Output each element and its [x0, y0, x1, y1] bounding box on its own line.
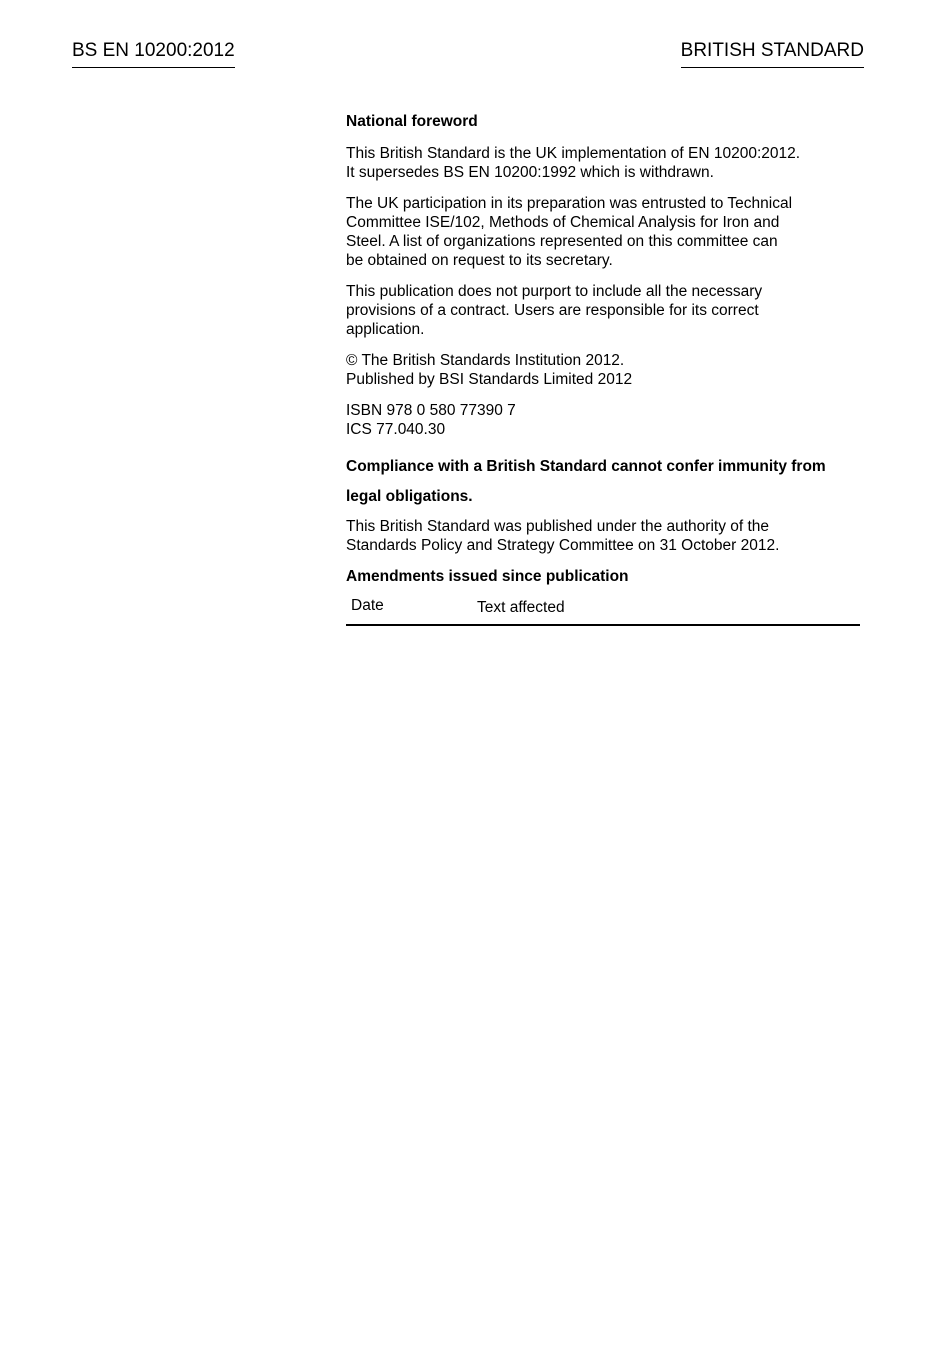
compliance-statement	[346, 457, 846, 506]
amendments-text-header: Text affected	[477, 599, 565, 616]
isbn-line: ISBN 978 0 580 77390 7	[346, 402, 516, 419]
paragraph-line: Standards Policy and Strategy Committee on 31 October 2012.	[346, 537, 780, 554]
amendments-date-header: Date	[351, 597, 384, 614]
publisher-line: Published by BSI Standards Limited 2012	[346, 371, 633, 388]
identifiers-paragraph	[346, 401, 846, 439]
implementation-paragraph	[346, 144, 846, 182]
document-type-label: BRITISH STANDARD	[681, 40, 864, 68]
committee-paragraph	[346, 194, 846, 270]
paragraph-line: This publication does not purport to include all the necessary	[346, 283, 763, 300]
ics-line: ICS 77.040.30	[346, 421, 446, 438]
copyright-paragraph	[346, 351, 846, 389]
paragraph-line: Committee ISE/102, Methods of Chemical Analysis for Iron and	[346, 214, 780, 231]
paragraph-line: provisions of a contract. Users are responsible for its correct	[346, 302, 759, 319]
paragraph-line: This British Standard is the UK implementation of EN 10200:2012.	[346, 145, 801, 162]
amendments-table	[346, 598, 860, 626]
paragraph-line: be obtained on request to its secretary.	[346, 252, 613, 269]
compliance-line: legal obligations.	[346, 488, 473, 505]
copyright-line: © The British Standards Institution 2012.	[346, 352, 625, 369]
paragraph-line: Steel. A list of organizations represented on this committee can	[346, 233, 778, 250]
authority-paragraph	[346, 517, 846, 555]
foreword-title: National foreword	[346, 113, 478, 130]
paragraph-line: This British Standard was published under the authority of the	[346, 518, 770, 535]
paragraph-line: It supersedes BS EN 10200:1992 which is withdrawn.	[346, 164, 714, 181]
amendments-title: Amendments issued since publication	[346, 568, 629, 585]
paragraph-line: The UK participation in its preparation was entrusted to Technical	[346, 195, 793, 212]
national-foreword-section	[346, 112, 846, 626]
document-number: BS EN 10200:2012	[72, 40, 235, 68]
compliance-line: Compliance with a British Standard cannot confer immunity from	[346, 458, 826, 475]
paragraph-line: application.	[346, 321, 425, 338]
contract-paragraph	[346, 282, 846, 339]
